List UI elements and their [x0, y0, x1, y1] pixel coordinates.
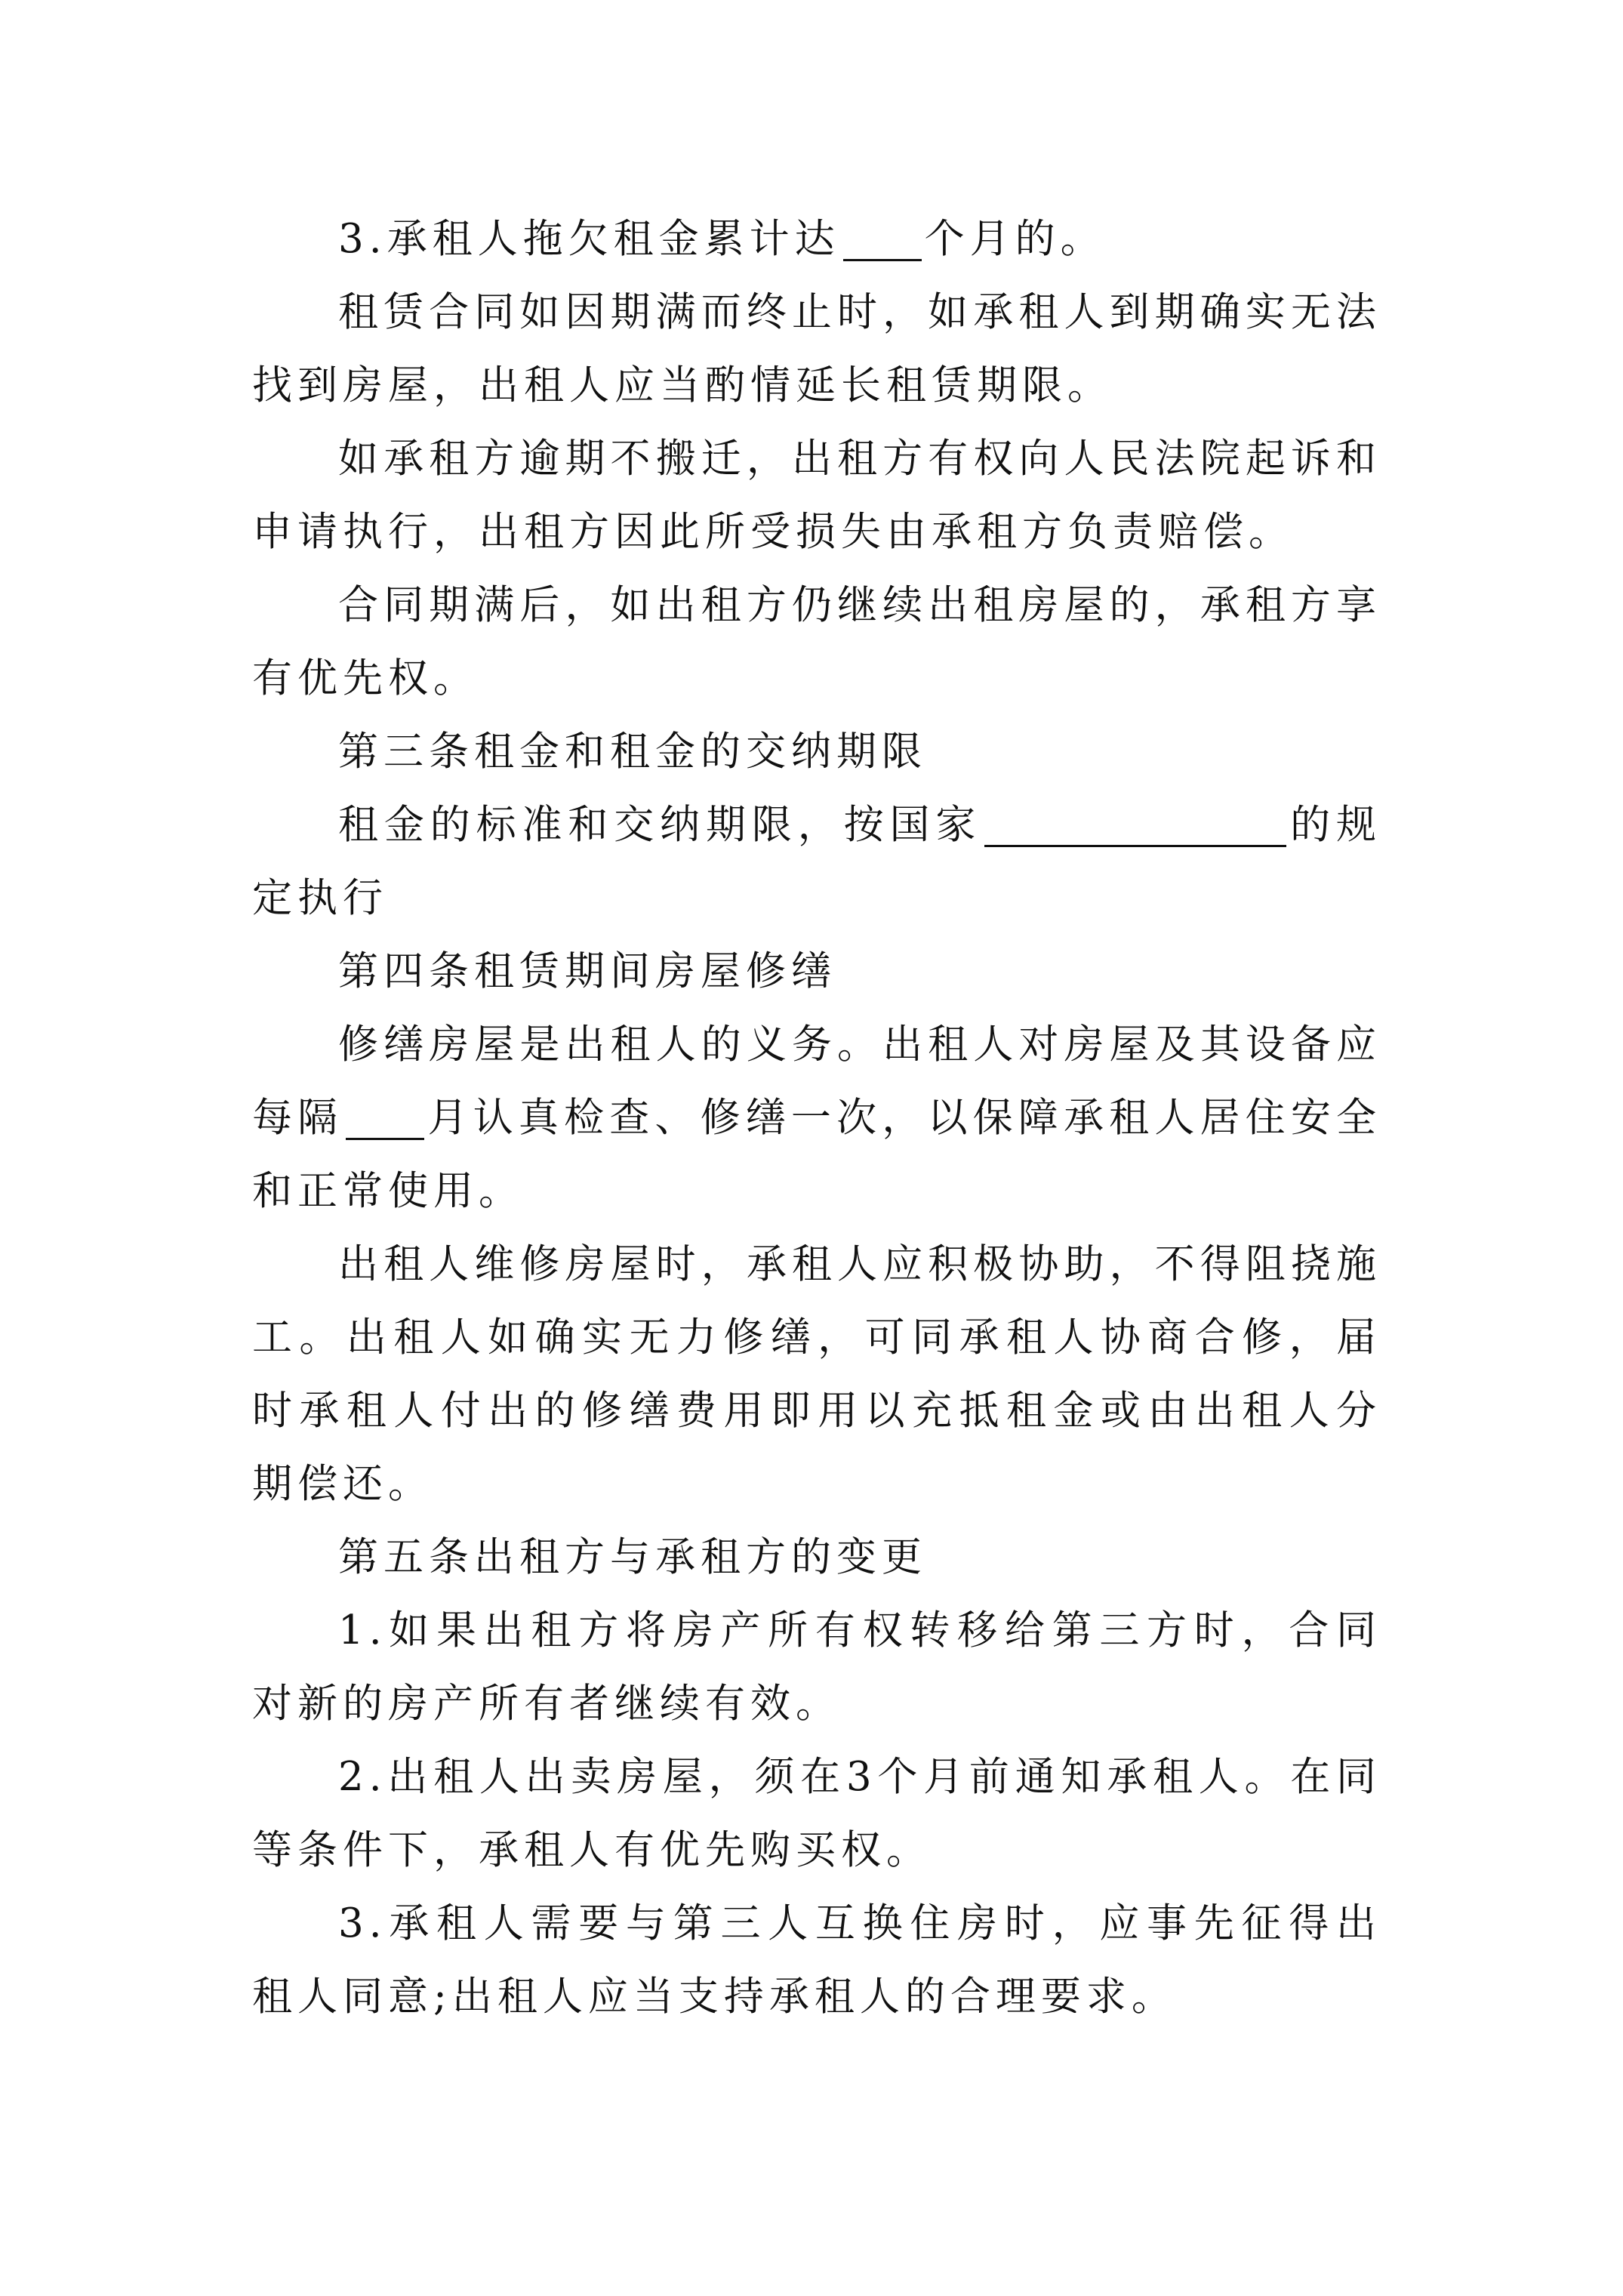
section-heading-article-5: 第五条出租方与承租方的变更: [338, 1534, 927, 1580]
paragraph-lease-expiry: 租赁合同如因期满而终止时，如承租人到期确实无法找到房屋，出租人应当酌情延长租赁期限。: [252, 289, 1381, 408]
paragraph-text: 的规定执行: [252, 802, 1381, 921]
section-heading-article-3: 第三条租金和租金的交纳期限: [338, 729, 927, 775]
fill-in-blank: [984, 800, 1286, 847]
paragraph-sale-notice: 2.出租人出卖房屋，须在3个月前通知承租人。在同等条件下，承租人有优先购买权。: [252, 1754, 1381, 1873]
paragraph-text: 月认真检查、修缮一次，以保障承租人居住安全和正常使用。: [252, 1095, 1382, 1214]
paragraph-text: 租金的标准和交纳期限，按国家: [338, 802, 982, 848]
paragraph-housing-exchange: 3.承租人需要与第三人互换住房时，应事先征得出租人同意;出租人应当支持承租人的合理要求。: [252, 1900, 1381, 2020]
section-heading-article-4: 第四条租赁期间房屋修缮: [338, 948, 836, 994]
document-body: [252, 202, 1381, 2033]
paragraph-repair-cooperation: 出租人维修房屋时，承租人应积极协助，不得阻挠施工。出租人如确实无力修缮，可同承租人协商合修，届时承租人付出的修缮费用即用以充抵租金或由出租人分期偿还。: [252, 1241, 1381, 1507]
paragraph-text: 3.承租人拖欠租金累计达: [338, 216, 840, 262]
fill-in-blank: [346, 1093, 424, 1140]
paragraph-text: 修缮房屋是出租人的义务。出租人对房屋及其设备应每隔: [252, 1022, 1381, 1141]
paragraph-priority-right: 合同期满后，如出租方仍继续出租房屋的，承租方享有优先权。: [252, 582, 1381, 701]
paragraph-rent-arrears: [252, 202, 1381, 276]
paragraph-overdue-relocation: 如承租方逾期不搬迁，出租方有权向人民法院起诉和申请执行，出租方因此所受损失由承租方负责赔偿。: [252, 436, 1381, 555]
fill-in-blank: [843, 214, 922, 261]
paragraph-rent-standard: [252, 788, 1381, 935]
paragraph-text: 个月的。: [924, 216, 1106, 262]
paragraph-repair-duty: [252, 1008, 1381, 1228]
paragraph-ownership-transfer: 1.如果出租方将房产所有权转移给第三方时，合同对新的房产所有者继续有效。: [252, 1607, 1381, 1727]
